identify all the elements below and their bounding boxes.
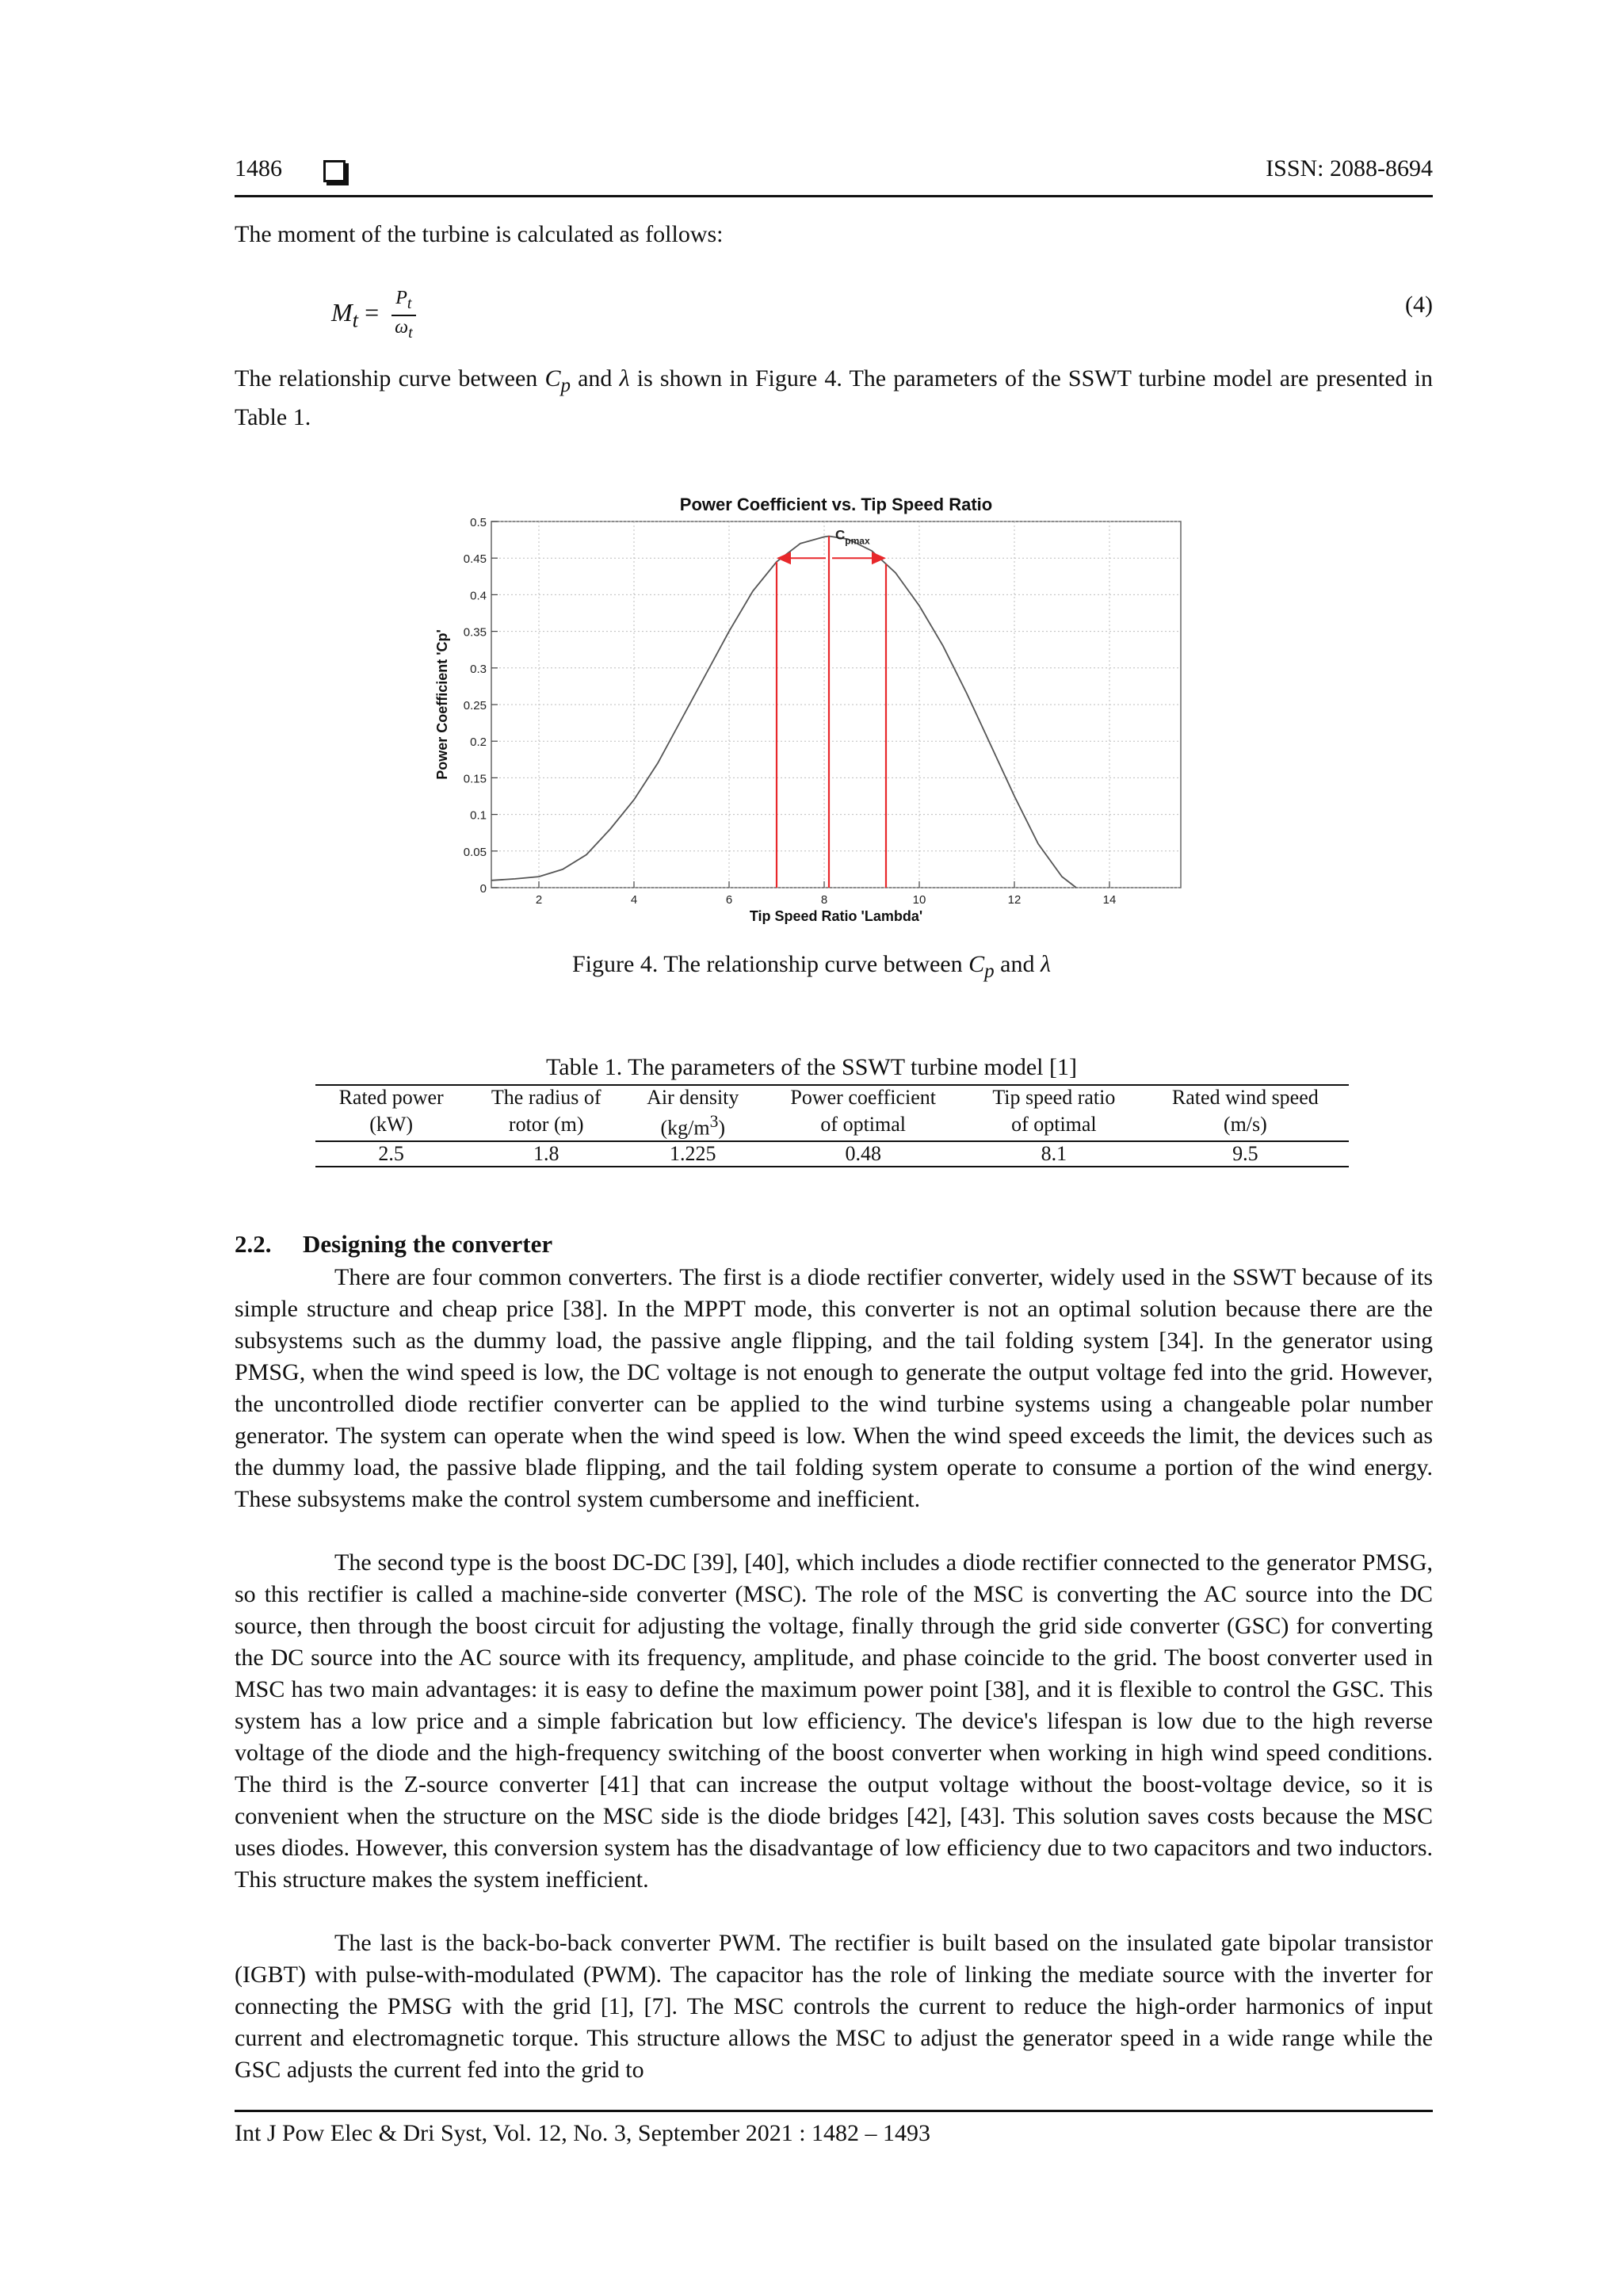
chart-title: Power Coefficient vs. Tip Speed Ratio xyxy=(679,495,993,514)
cpmax-annotation: $C_{pmax}$ xyxy=(835,527,870,547)
paragraph-1: There are four common converters. The first is a diode rectifier converter, widely used in the SSWT because of its simple structure and cheap price [38]. In the MPPT mode, this converter is not an optimal solution because there are the subsystems such as the dummy load, the passive angle flipping, and the tail folding system [34]. In the generator using PMSG, when the wind speed is low, the DC voltage is not enough to generate the output voltage fed into the grid. However, the uncontrolled diode rectifier converter can be applied to the wind turbine systems using a changeable polar number generator. The system can operate when the wind speed is low. When the wind speed exceeds the limit, the devices such as the dummy load, the passive blade flipping, and the tail folding system operate to consume a portion of the wind energy. These subsystems make the control system cumbersome and inefficient. xyxy=(235,1264,1433,1512)
table-cell: 9.5 xyxy=(1142,1141,1349,1167)
equation-4: $M_t$ = $\frac{P_t}{\omega_t}$ xyxy=(331,287,416,344)
y-tick-label: 0.5 xyxy=(470,516,487,529)
y-tick-label: 0.25 xyxy=(463,699,487,712)
x-tick-label: 14 xyxy=(1102,893,1117,907)
table-header-cell: of optimal xyxy=(820,1113,906,1137)
issn-label: ISSN: 2088-8694 xyxy=(1266,155,1433,181)
table-cell: 8.1 xyxy=(966,1141,1142,1167)
table-cell: 0.48 xyxy=(760,1141,966,1167)
table-header-cell: Power coefficient xyxy=(760,1085,966,1110)
paragraph-3: The last is the back-bo-back converter PWM. The rectifier is built based on the insulated gate bipolar transistor (IGBT) with pulse-with-modulated (PWM). The capacitor has the role of linking the mediate source with the inverter for connecting the PMSG with the grid [1], [7]. The MSC controls the current to reduce the high-order harmonics of input current and electromagnetic torque. This structure allows the MSC to adjust the generator speed in a wide range while the GSC adjusts the current fed into the grid to xyxy=(235,1930,1433,2083)
table-title: Table 1. The parameters of the SSWT turbine model [1] xyxy=(546,1054,1077,1080)
x-tick-label: 4 xyxy=(630,893,638,907)
table-cell: 2.5 xyxy=(315,1141,467,1167)
cp-lambda-chart-svg xyxy=(428,487,1244,930)
x-tick-label: 8 xyxy=(820,893,828,907)
figure-4-chart xyxy=(428,487,1244,930)
y-tick-label: 0.05 xyxy=(463,845,487,859)
y-tick-label: 0.45 xyxy=(463,552,487,567)
relation-text: The relationship curve between $C_p$ and λ is shown in Figure 4. The parameters of the SSWT turbine model are presented in Table 1. xyxy=(235,365,1434,430)
table-header-row-1 xyxy=(315,1085,1349,1110)
x-axis-label: Tip Speed Ratio 'Lambda' xyxy=(749,908,923,924)
table-header-cell: (m/s) xyxy=(1223,1113,1267,1137)
page-footer: Int J Pow Elec & Dri Syst, Vol. 12, No. 3, September 2021 : 1482 – 1493 xyxy=(235,2110,1433,2147)
x-tick-label: 6 xyxy=(725,893,733,907)
equation-number: (4) xyxy=(1405,292,1433,318)
table-header-row-2 xyxy=(315,1110,1349,1141)
page-header xyxy=(235,155,1433,197)
table-header-cell: Rated wind speed xyxy=(1142,1085,1349,1110)
table-header-cell: (kW) xyxy=(369,1113,414,1137)
table-header-cell: Air density xyxy=(625,1085,760,1110)
y-tick-label: 0.3 xyxy=(470,662,487,676)
table-row xyxy=(315,1141,1349,1167)
x-tick-label: 12 xyxy=(1007,893,1022,907)
y-tick-label: 0.35 xyxy=(463,625,487,640)
x-tick-label: 10 xyxy=(912,893,926,907)
page-number: 1486 xyxy=(235,155,282,181)
y-tick-label: 0 xyxy=(479,882,487,896)
y-tick-label: 0.2 xyxy=(470,735,487,750)
parameters-table xyxy=(315,1084,1349,1167)
figure-caption: Figure 4. The relationship curve between $C_p$ and λ xyxy=(572,951,1051,982)
table-header-cell: Tip speed ratio xyxy=(966,1085,1142,1110)
y-tick-label: 0.1 xyxy=(470,808,487,823)
paragraph-2: The second type is the boost DC-DC [39], [40], which includes a diode rectifier connected to the generator PMSG, so this rectifier is called a machine-side converter (MSC). The role of the MSC is converting the AC source into the DC source, then through the boost circuit for adjusting the voltage, finally through the grid side converter (GSC) for converting the DC source into the AC source with its frequency, amplitude, and phase coincide to the grid. The boost converter used in MSC has two main advantages: it is easy to define the maximum power point [38], and it is flexible to control the GSC. This system has a low price and a simple fabrication but low efficiency. The device's lifespan is low due to the high reverse voltage of the diode and the high-frequency switching of the boost converter when working in high wind speed conditions. The third is the Z-source converter [41] that can increase the output voltage without the boost-voltage device, so it is convenient when the structure on the MSC side is the diode bridges [42], [43]. This solution saves costs because the MSC uses diodes. However, this conversion system has the disadvantage of low efficiency due to two capacitors and two inductors. This structure makes the system inefficient. xyxy=(235,1549,1433,1893)
y-tick-label: 0.15 xyxy=(463,772,487,786)
x-tick-label: 2 xyxy=(535,893,543,907)
table-header-cell: $(kg/m^3)$ xyxy=(660,1112,726,1140)
table-header-cell: Rated power xyxy=(315,1085,467,1110)
table-header-cell: rotor (m) xyxy=(508,1113,584,1137)
checkbox-square-icon xyxy=(323,160,346,182)
table-header-cell: of optimal xyxy=(1011,1113,1097,1137)
table-cell: 1.8 xyxy=(467,1141,625,1167)
equation-fraction: $\frac{P_t}{\omega_t}$ xyxy=(391,287,416,344)
intro-text: The moment of the turbine is calculated as follows: xyxy=(235,221,724,247)
table-cell: 1.225 xyxy=(625,1141,760,1167)
y-axis-label: Power Coefficient 'Cp' xyxy=(434,629,450,780)
table-header-cell: The radius of xyxy=(467,1085,625,1110)
y-tick-label: 0.4 xyxy=(470,589,487,603)
section-heading: 2.2. Designing the converter xyxy=(235,1230,553,1258)
